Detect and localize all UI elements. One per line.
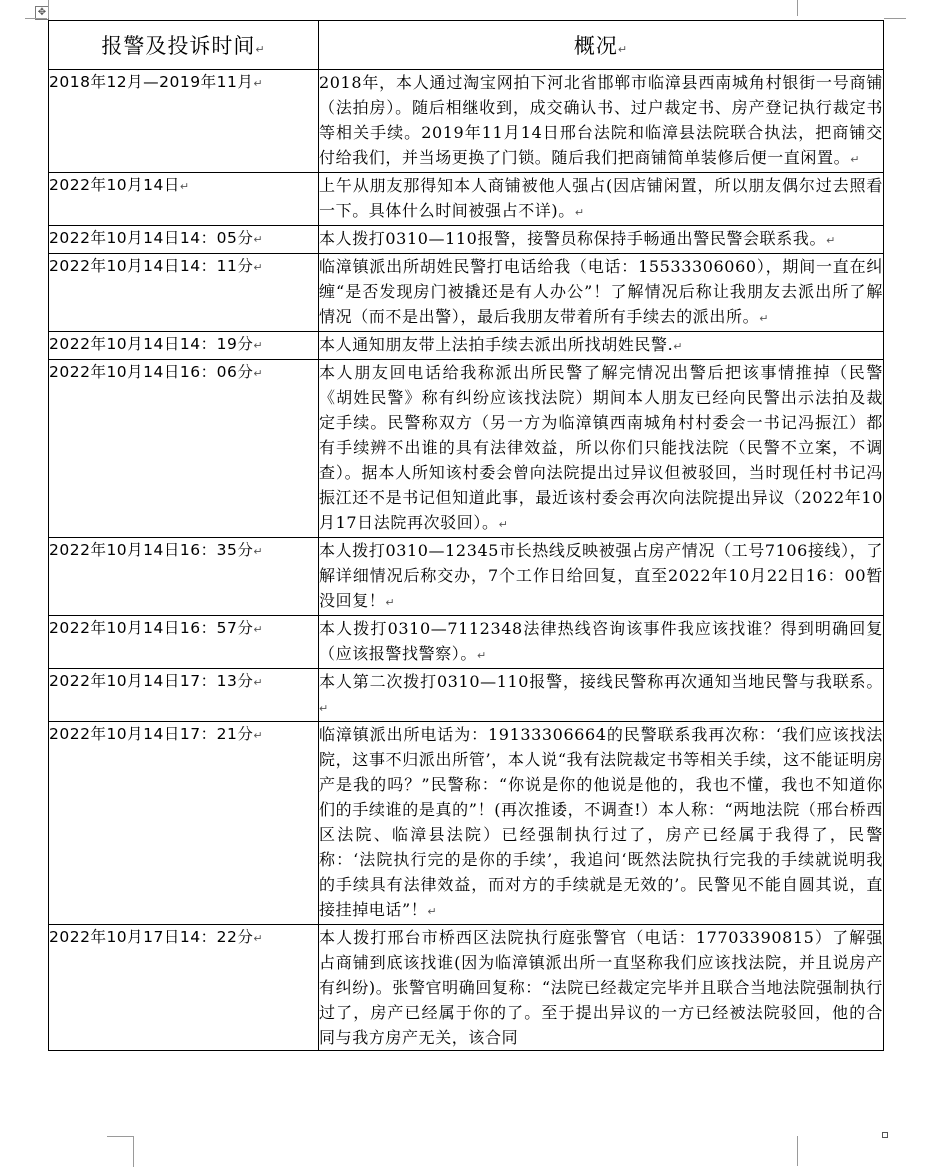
table-header-row (49, 21, 884, 70)
table-row (49, 616, 884, 669)
summary-cell[interactable]: 2018年，本人通过淘宝网拍下河北省邯郸市临漳县西南城角村银街一号商铺（法拍房）。随后相继收到，成交确认书、过户裁定书、房产登记执行裁定书等相关手续。2019年11月14日邢台法院和临漳县法院联合执法，把商铺交付给我们，并当场更换了门锁。随后我们把商铺简单装修后便一直闲置。↵ (319, 70, 884, 173)
summary-text: 临漳镇派出所电话为：19133306664的民警联系我再次称：‘我们应该找法院，这事不归派出所管’，本人说“我有法院裁定书等相关手续，这不能证明房产是我的吗？”民警称：“你说是你的他说是他的，我也不懂，我也不知道你们的手续谁的是真的”！(再次推诿，不调查!）本人称：“两地法院（邢台桥西区法院、临漳县法院）已经强制执行过了，房产已经属于我得了，民警称：‘法院执行完的是你的手续’，我追问‘既然法院执行完我的手续就说明我的手续具有法律效益，而对方的手续就是无效的’。民警见不能自圆其说，直接挂掉电话”！ (319, 725, 883, 919)
summary-cell[interactable]: 本人拨打0310—110报警，接警员称保持手畅通出警民警会联系我。↵ (319, 226, 884, 254)
time-text: 2022年10月14日16：57分 (49, 619, 254, 637)
summary-text: 临漳镇派出所胡姓民警打电话给我（电话：15533306060），期间一直在纠缠“是否发现房门被撬还是有人办公”！了解情况后称让我朋友去派出所了解情况（而不是出警），最后我朋友带着所有手续去的派出所。 (319, 257, 883, 326)
table-row (49, 226, 884, 254)
time-text: 2022年10月14日 (49, 176, 180, 194)
summary-text: 2018年，本人通过淘宝网拍下河北省邯郸市临漳县西南城角村银街一号商铺（法拍房）。随后相继收到，成交确认书、过户裁定书、房产登记执行裁定书等相关手续。2019年11月14日邢台法院和临漳县法院联合执法，把商铺交付给我们，并当场更换了门锁。随后我们把商铺简单装修后便一直闲置。 (319, 73, 883, 167)
table-row (49, 669, 884, 722)
time-cell[interactable]: 2022年10月14日17：21分↵ (49, 722, 319, 925)
time-cell[interactable]: 2022年10月14日16：57分↵ (49, 616, 319, 669)
table-row (49, 538, 884, 616)
summary-text: 本人拨打0310—7112348法律热线咨询该事件我应该找谁？得到明确回复（应该报警找警察）。 (319, 619, 883, 663)
summary-cell[interactable]: 临漳镇派出所电话为：19133306664的民警联系我再次称：‘我们应该找法院，这事不归派出所管’，本人说“我有法院裁定书等相关手续，这不能证明房产是我的吗？”民警称：“你说是你的他说是他的，我也不懂，我也不知道你们的手续谁的是真的”！(再次推诿，不调查!）本人称：“两地法院（邢台桥西区法院、临漳县法院）已经强制执行过了，房产已经属于我得了，民警称：‘法院执行完的是你的手续’，我追问‘既然法院执行完我的手续就说明我的手续具有法律效益，而对方的手续就是无效的’。民警见不能自圆其说，直接挂掉电话”！↵ (319, 722, 884, 925)
summary-text: 本人通知朋友带上法拍手续去派出所找胡姓民警. (319, 335, 674, 354)
time-cell[interactable]: 2022年10月14日↵ (49, 173, 319, 226)
table-row (49, 70, 884, 173)
header-cell-summary[interactable]: 概况↵ (319, 21, 884, 70)
summary-cell[interactable]: 本人拨打0310—7112348法律热线咨询该事件我应该找谁？得到明确回复（应该报警找警察）。↵ (319, 616, 884, 669)
table-move-handle-icon[interactable]: ✥ (35, 6, 49, 20)
time-cell[interactable]: 2022年10月14日14：19分↵ (49, 332, 319, 360)
time-text: 2022年10月14日16：06分 (49, 363, 254, 381)
table-row (49, 254, 884, 332)
summary-cell[interactable] (319, 925, 884, 1051)
time-text: 2018年12月—2019年11月 (49, 73, 254, 91)
summary-cell[interactable]: 本人朋友回电话给我称派出所民警了解完情况出警后把该事情推掉（民警《胡姓民警》称有纠纷应该找法院）期间本人朋友已经向民警出示法拍及裁定手续。民警称双方（另一方为临漳镇西南城角村村委会一书记冯振江）都有手续辨不出谁的具有法律效益，所以你们只能找法院（民警不立案，不调查）。据本人所知该村委会曾向法院提出过异议但被驳回，当时现任村书记冯振江还不是书记但知道此事，最近该村委会再次向法院提出异议（2022年10月17日法院再次驳回）。↵ (319, 360, 884, 538)
header-time-label: 报警及投诉时间 (101, 34, 256, 58)
time-cell[interactable]: 2022年10月14日16：06分↵ (49, 360, 319, 538)
time-cell[interactable]: 2022年10月17日14：22分↵ (49, 925, 319, 1051)
crop-mark (884, 18, 906, 19)
crop-mark (36, 0, 49, 18)
table-row (49, 173, 884, 226)
complaint-log-table (48, 20, 884, 1051)
time-text: 2022年10月17日14：22分 (49, 928, 254, 946)
summary-cell[interactable]: 本人拨打0310—12345市长热线反映被强占房产情况（工号7106接线），了解详细情况后称交办，7个工作日给回复，直至2022年10月22日16：00暂没回复！↵ (319, 538, 884, 616)
table-row (49, 722, 884, 925)
summary-cell[interactable]: 上午从朋友那得知本人商铺被他人强占(因店铺闲置，所以朋友偶尔过去照看一下。具体什么时间被强占不详)。↵ (319, 173, 884, 226)
table-row (49, 925, 884, 1051)
summary-text: 上午从朋友那得知本人商铺被他人强占(因店铺闲置，所以朋友偶尔过去照看一下。具体什么时间被强占不详)。 (319, 176, 883, 220)
time-cell[interactable]: 2018年12月—2019年11月↵ (49, 70, 319, 173)
header-cell-time[interactable]: 报警及投诉时间↵ (49, 21, 319, 70)
summary-text: 本人第二次拨打0310—110报警，接线民警称再次通知当地民警与我联系。 (319, 672, 883, 691)
time-cell[interactable]: 2022年10月14日14：05分↵ (49, 226, 319, 254)
summary-text: 本人拨打0310—12345市长热线反映被强占房产情况（工号7106接线），了解详细情况后称交办，7个工作日给回复，直至2022年10月22日16：00暂没回复！ (319, 541, 883, 610)
time-cell[interactable]: 2022年10月14日17：13分↵ (49, 669, 319, 722)
summary-text: 本人拨打0310—110报警，接警员称保持手畅通出警民警会联系我。 (319, 229, 827, 248)
summary-cell[interactable]: 本人第二次拨打0310—110报警，接线民警称再次通知当地民警与我联系。↵ (319, 669, 884, 722)
summary-text: 本人朋友回电话给我称派出所民警了解完情况出警后把该事情推掉（民警《胡姓民警》称有纠纷应该找法院）期间本人朋友已经向民警出示法拍及裁定手续。民警称双方（另一方为临漳镇西南城角村村委会一书记冯振江）都有手续辨不出谁的具有法律效益，所以你们只能找法院（民警不立案，不调查）。据本人所知该村委会曾向法院提出过异议但被驳回，当时现任村书记冯振江还不是书记但知道此事，最近该村委会再次向法院提出异议（2022年10月17日法院再次驳回）。 (319, 363, 883, 532)
crop-mark (797, 1136, 799, 1166)
time-text: 2022年10月14日14：11分 (49, 257, 254, 275)
crop-mark (25, 18, 47, 19)
header-summary-label: 概况 (573, 34, 618, 58)
table-row (49, 360, 884, 538)
summary-cell[interactable]: 临漳镇派出所胡姓民警打电话给我（电话：15533306060），期间一直在纠缠“是否发现房门被撬还是有人办公”！了解情况后称让我朋友去派出所了解情况（而不是出警），最后我朋友带着所有手续去的派出所。↵ (319, 254, 884, 332)
summary-cell[interactable]: 本人通知朋友带上法拍手续去派出所找胡姓民警.↵ (319, 332, 884, 360)
time-cell[interactable]: 2022年10月14日14：11分↵ (49, 254, 319, 332)
crop-mark (797, 0, 799, 16)
time-text: 2022年10月14日14：19分 (49, 335, 254, 353)
crop-mark (107, 1136, 134, 1167)
table-end-marker (882, 1132, 888, 1138)
summary-text: 本人拨打邢台市桥西区法院执行庭张警官（电话：17703390815）了解强占商铺到底该找谁(因为临漳镇派出所一直坚称我们应该找法院，并且说房产有纠纷)。张警官明确回复称：“法院已经裁定完毕并且联合当地法院强制执行过了，房产已经属于你的了。至于提出异议的一方已经被法院驳回，他的合同与我方房产无关，该合同 (319, 928, 883, 1047)
time-text: 2022年10月14日14：05分 (49, 229, 254, 247)
time-text: 2022年10月14日16：35分 (49, 541, 254, 559)
time-cell[interactable]: 2022年10月14日16：35分↵ (49, 538, 319, 616)
table-row (49, 332, 884, 360)
time-text: 2022年10月14日17：13分 (49, 672, 254, 690)
time-text: 2022年10月14日17：21分 (49, 725, 254, 743)
